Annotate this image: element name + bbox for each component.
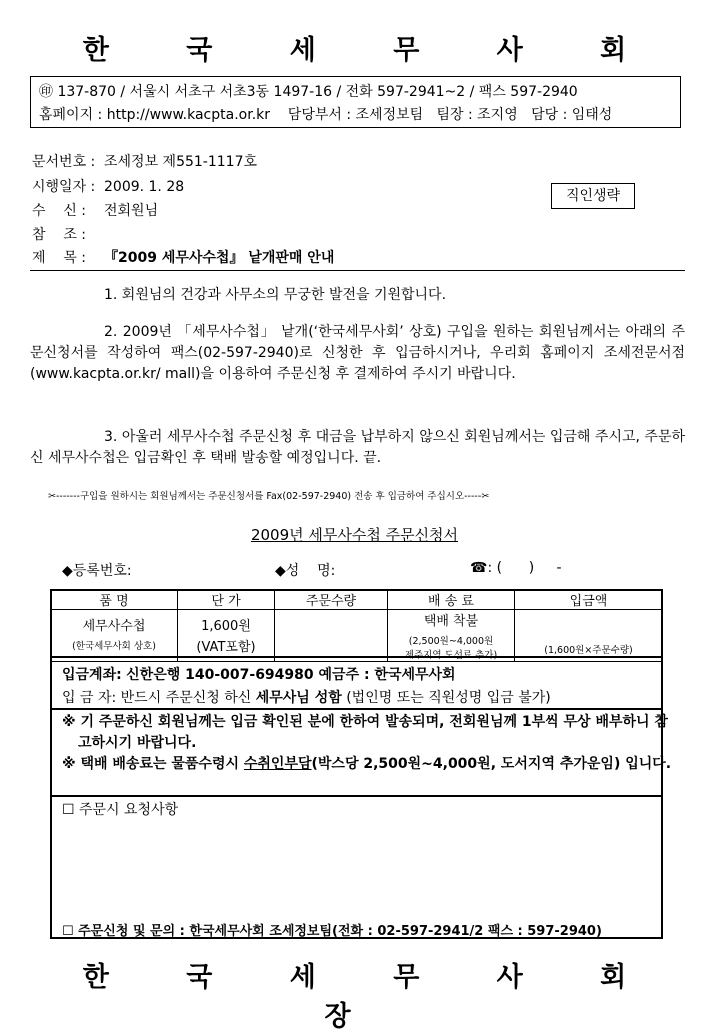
- note-2-underlined: 수취인부담: [243, 756, 312, 772]
- paragraph-1: 1. 회원님의 건강과 사무소의 무궁한 발전을 기원합니다.: [104, 287, 447, 303]
- request-label[interactable]: ☐ 주문시 요청사항: [62, 802, 179, 818]
- request-divider: [50, 795, 663, 797]
- depositor-row: [62, 687, 551, 707]
- date-row: [32, 176, 184, 196]
- recipient-label: 수 신 :: [32, 203, 87, 219]
- note-2-post: (박스당 2,500원~4,000원, 도서지역 추가운임) 입니다.: [311, 756, 672, 772]
- col-unit-price: 단 가: [178, 590, 275, 610]
- inquiry-line: ☐ 주문신청 및 문의 : 한국세무사회 조세정보팀(전화 : 02-597-2941/2 팩스 : 597-2940): [62, 924, 602, 939]
- org-title: 한 국 세 무 사 회: [82, 35, 661, 66]
- doc-number-row: [32, 151, 257, 171]
- depositor-post: (법인명 또는 직원성명 입금 불가): [346, 690, 551, 706]
- shipping-sub-1: (2,500원~4,000원: [408, 636, 494, 647]
- subject-label: 제 목 :: [32, 250, 87, 266]
- shipping-cell: [388, 610, 515, 662]
- depositor-pre: 반드시 주문신청 하신: [120, 690, 252, 706]
- address-box: [30, 76, 681, 128]
- order-form-title-text: 2009년 세무사수첩 주문신청서: [250, 526, 459, 544]
- subject-row: [32, 247, 334, 267]
- president-signature: 한 국 세 무 사 회 장: [82, 962, 661, 1032]
- reg-number-label: ◆등록번호:: [62, 563, 132, 579]
- paragraph-2: 2. 2009년 「세무사수첩」 낱개(‘한국세무사회’ 상호) 구입을 원하는 회원님께서는 아래의 주문신청서를 작성하여 팩스(02-597-2940)로 신청한 후 입금하시거나, 우리회 홈페이지 조세전문서점(www.kacpta.or.kr/ mall)을 이용하여 주문신청 후 결제하여 주시기 바랍니다.: [30, 324, 685, 382]
- bank-value: 신한은행 140-007-694980 예금주 : 한국세무사회: [126, 667, 456, 683]
- recipient-value: 전회원님: [104, 203, 159, 219]
- amount-sub: (1,600원×주문수량): [544, 645, 633, 656]
- name-label: ◆성 명:: [275, 563, 336, 579]
- recipient-row: [32, 200, 158, 220]
- depositor-bold: 세무사님 성함: [255, 690, 342, 706]
- note-1: ※ 기 주문하신 회원님께는 입금 확인된 분에 한하여 발송되며, 전회원님께 1부씩 무상 배부하니 참고하시기 바랍니다.: [62, 714, 668, 751]
- note-2-pre: ※ 택배 배송료는 물품수령시: [62, 756, 239, 772]
- cut-line: ✂-------구입을 원하시는 회원님께서는 주문신청서를 Fax(02-597-2940) 전송 후 입금하여 주십시오-----✂: [48, 491, 490, 502]
- seal-omitted-stamp: 직인생략: [551, 183, 635, 209]
- subject-value: 『2009 세무사수첩』 낱개판매 안내: [104, 250, 335, 266]
- paragraph-3: 3. 아울러 세무사수첩 주문신청 후 대금을 납부하지 않으신 회원님께서는 입금해 주시고, 주문하신 세무사수첩은 입금확인 후 택배 발송할 예정입니다. 끝.: [30, 429, 685, 466]
- table-row: [51, 610, 663, 662]
- date-label: 시행일자 :: [32, 179, 96, 195]
- col-amount: 입금액: [515, 590, 663, 610]
- unit-price: 1,600원: [201, 619, 251, 634]
- item-name-cell: [51, 610, 178, 662]
- quantity-cell[interactable]: [275, 610, 388, 662]
- bank-section-divider: [50, 656, 663, 658]
- cc-row: [32, 224, 104, 244]
- address-line: ㊞ 137-870 / 서울시 서초구 서초3동 1497-16 / 전화 597-2941~2 / 팩스 597-2940: [39, 84, 578, 100]
- date-value: 2009. 1. 28: [104, 179, 185, 195]
- order-form-title: [0, 524, 709, 545]
- col-quantity: 주문수량: [275, 590, 388, 610]
- amount-cell[interactable]: [515, 610, 663, 662]
- phone-label: ☎: ( ) -: [470, 560, 562, 576]
- bank-label: 입금계좌:: [62, 667, 122, 683]
- contact-line: 홈페이지 : http://www.kacpta.or.kr 담당부서 : 조세정보팀 팀장 : 조지영 담당 : 임태성: [39, 107, 613, 123]
- col-shipping: 배 송 료: [388, 590, 515, 610]
- item-name: 세무사수첩: [82, 619, 146, 634]
- doc-number-label: 문서번호 :: [32, 154, 96, 170]
- note-2: [62, 754, 674, 775]
- shipping-value: 택배 착불: [423, 614, 479, 629]
- table-header-row: [51, 590, 663, 610]
- bank-row: [62, 664, 456, 684]
- item-name-sub: (한국세무사회 상호): [72, 641, 156, 652]
- unit-price-sub: (VAT포함): [196, 640, 256, 655]
- shipping-sub-2: 제주지역 도선료 추가): [404, 650, 498, 661]
- depositor-label: 입 금 자:: [62, 690, 117, 706]
- notes-divider: [50, 708, 663, 710]
- doc-number: 조세정보 제551-1117호: [104, 154, 257, 170]
- cc-label: 참 조 :: [32, 227, 87, 243]
- order-items-table: [50, 589, 663, 662]
- subject-divider: [30, 270, 685, 271]
- unit-price-cell: [178, 610, 275, 662]
- col-item-name: 품 명: [51, 590, 178, 610]
